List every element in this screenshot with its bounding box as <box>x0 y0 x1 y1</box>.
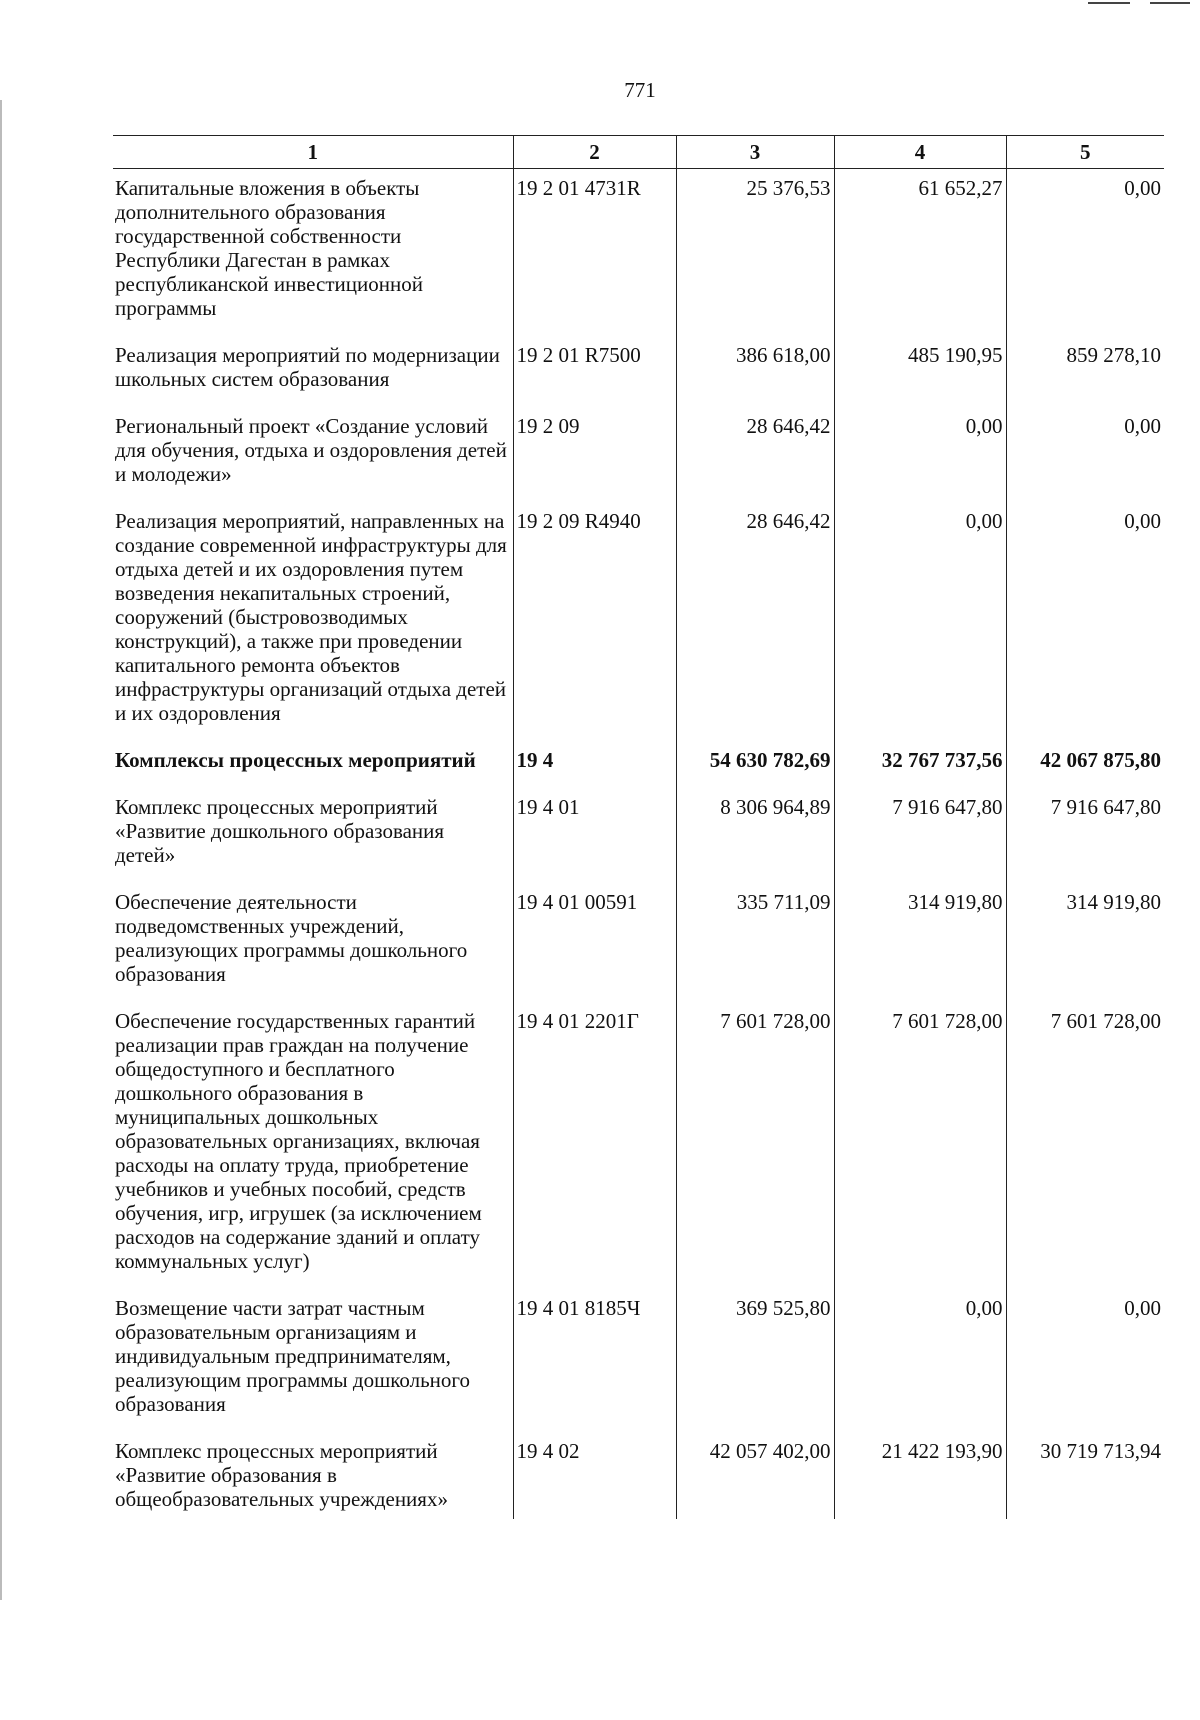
column-header: 5 <box>1006 136 1164 169</box>
row-code: 19 4 01 8185Ч <box>513 1289 676 1432</box>
scan-edge <box>0 100 2 1600</box>
table-row <box>113 883 1164 1002</box>
row-value-col4: 0,00 <box>834 502 1006 741</box>
row-value-col4: 21 422 193,90 <box>834 1432 1006 1519</box>
row-value-col5: 859 278,10 <box>1006 336 1164 407</box>
row-value-col3: 335 711,09 <box>676 883 834 1002</box>
header-row <box>113 136 1164 169</box>
row-value-col5: 0,00 <box>1006 169 1164 337</box>
row-value-col3: 7 601 728,00 <box>676 1002 834 1289</box>
table-row <box>113 741 1164 788</box>
row-value-col4: 314 919,80 <box>834 883 1006 1002</box>
row-code: 19 2 01 R7500 <box>513 336 676 407</box>
table-row <box>113 502 1164 741</box>
row-value-col4: 0,00 <box>834 1289 1006 1432</box>
table-row <box>113 169 1164 337</box>
row-name: Капитальные вложения в объекты дополнительного образования государственной собственности Республики Дагестан в рамках республиканской инвестиционной программы <box>115 176 423 320</box>
row-value-col3: 8 306 964,89 <box>676 788 834 883</box>
row-name: Реализация мероприятий по модернизации школьных систем образования <box>115 343 500 391</box>
row-code: 19 4 01 00591 <box>513 883 676 1002</box>
row-name: Обеспечение государственных гарантий реализации прав граждан на получение общедоступного и бесплатного дошкольного образования в муниципальных дошкольных образовательных организациях, включая расходы на оплату труда, приобретение учебников и учебных пособий, средств обучения, игр, игрушек (за исключением расходов на содержание зданий и оплату коммунальных услуг) <box>115 1009 482 1273</box>
row-value-col5: 7 601 728,00 <box>1006 1002 1164 1289</box>
table-row <box>113 1432 1164 1519</box>
row-name: Реализация мероприятий, направленных на создание современной инфраструктуры для отдыха детей и их оздоровления путем возведения некапитальных строений, сооружений (быстровозводимых конструкций), а также при проведении капитального ремонта объектов инфраструктуры организаций отдыха детей и их оздоровления <box>115 509 507 725</box>
table-row <box>113 788 1164 883</box>
row-name: Комплекс процессных мероприятий «Развитие дошкольного образования детей» <box>115 795 445 867</box>
row-value-col3: 54 630 782,69 <box>676 741 834 788</box>
row-value-col5: 0,00 <box>1006 502 1164 741</box>
table-row <box>113 1289 1164 1432</box>
row-name: Региональный проект «Создание условий для обучения, отдыха и оздоровления детей и молодежи» <box>115 414 507 486</box>
row-value-col5: 314 919,80 <box>1006 883 1164 1002</box>
column-header: 3 <box>676 136 834 169</box>
row-value-col4: 7 916 647,80 <box>834 788 1006 883</box>
page-number: 771 <box>624 78 656 102</box>
scan-mark <box>1150 2 1190 4</box>
row-value-col3: 25 376,53 <box>676 169 834 337</box>
table-row <box>113 336 1164 407</box>
row-value-col5: 0,00 <box>1006 407 1164 502</box>
table-row <box>113 407 1164 502</box>
row-value-col3: 369 525,80 <box>676 1289 834 1432</box>
row-value-col5: 30 719 713,94 <box>1006 1432 1164 1519</box>
budget-table <box>113 135 1164 1519</box>
row-value-col3: 42 057 402,00 <box>676 1432 834 1519</box>
row-code: 19 4 01 <box>513 788 676 883</box>
row-value-col5: 0,00 <box>1006 1289 1164 1432</box>
row-name: Комплексы процессных мероприятий <box>115 748 476 772</box>
row-value-col4: 0,00 <box>834 407 1006 502</box>
row-value-col5: 7 916 647,80 <box>1006 788 1164 883</box>
row-value-col4: 61 652,27 <box>834 169 1006 337</box>
row-value-col5: 42 067 875,80 <box>1006 741 1164 788</box>
row-value-col4: 485 190,95 <box>834 336 1006 407</box>
row-code: 19 2 01 4731R <box>513 169 676 337</box>
row-code: 19 4 02 <box>513 1432 676 1519</box>
row-value-col4: 32 767 737,56 <box>834 741 1006 788</box>
row-value-col4: 7 601 728,00 <box>834 1002 1006 1289</box>
row-code: 19 4 01 2201Г <box>513 1002 676 1289</box>
row-code: 19 2 09 R4940 <box>513 502 676 741</box>
row-value-col3: 28 646,42 <box>676 407 834 502</box>
row-code: 19 4 <box>513 741 676 788</box>
table-body <box>113 169 1164 1520</box>
row-name: Комплекс процессных мероприятий «Развитие образования в общеобразовательных учреждениях» <box>115 1439 448 1511</box>
row-value-col3: 28 646,42 <box>676 502 834 741</box>
column-header: 4 <box>834 136 1006 169</box>
row-name: Обеспечение деятельности подведомственных учреждений, реализующих программы дошкольного образования <box>115 890 468 986</box>
row-value-col3: 386 618,00 <box>676 336 834 407</box>
column-header: 1 <box>113 136 513 169</box>
row-name: Возмещение части затрат частным образовательным организациям и индивидуальным предпринимателям, реализующим программы дошкольного образования <box>115 1296 471 1416</box>
scan-mark <box>1088 2 1130 4</box>
row-code: 19 2 09 <box>513 407 676 502</box>
table-row <box>113 1002 1164 1289</box>
column-header: 2 <box>513 136 676 169</box>
